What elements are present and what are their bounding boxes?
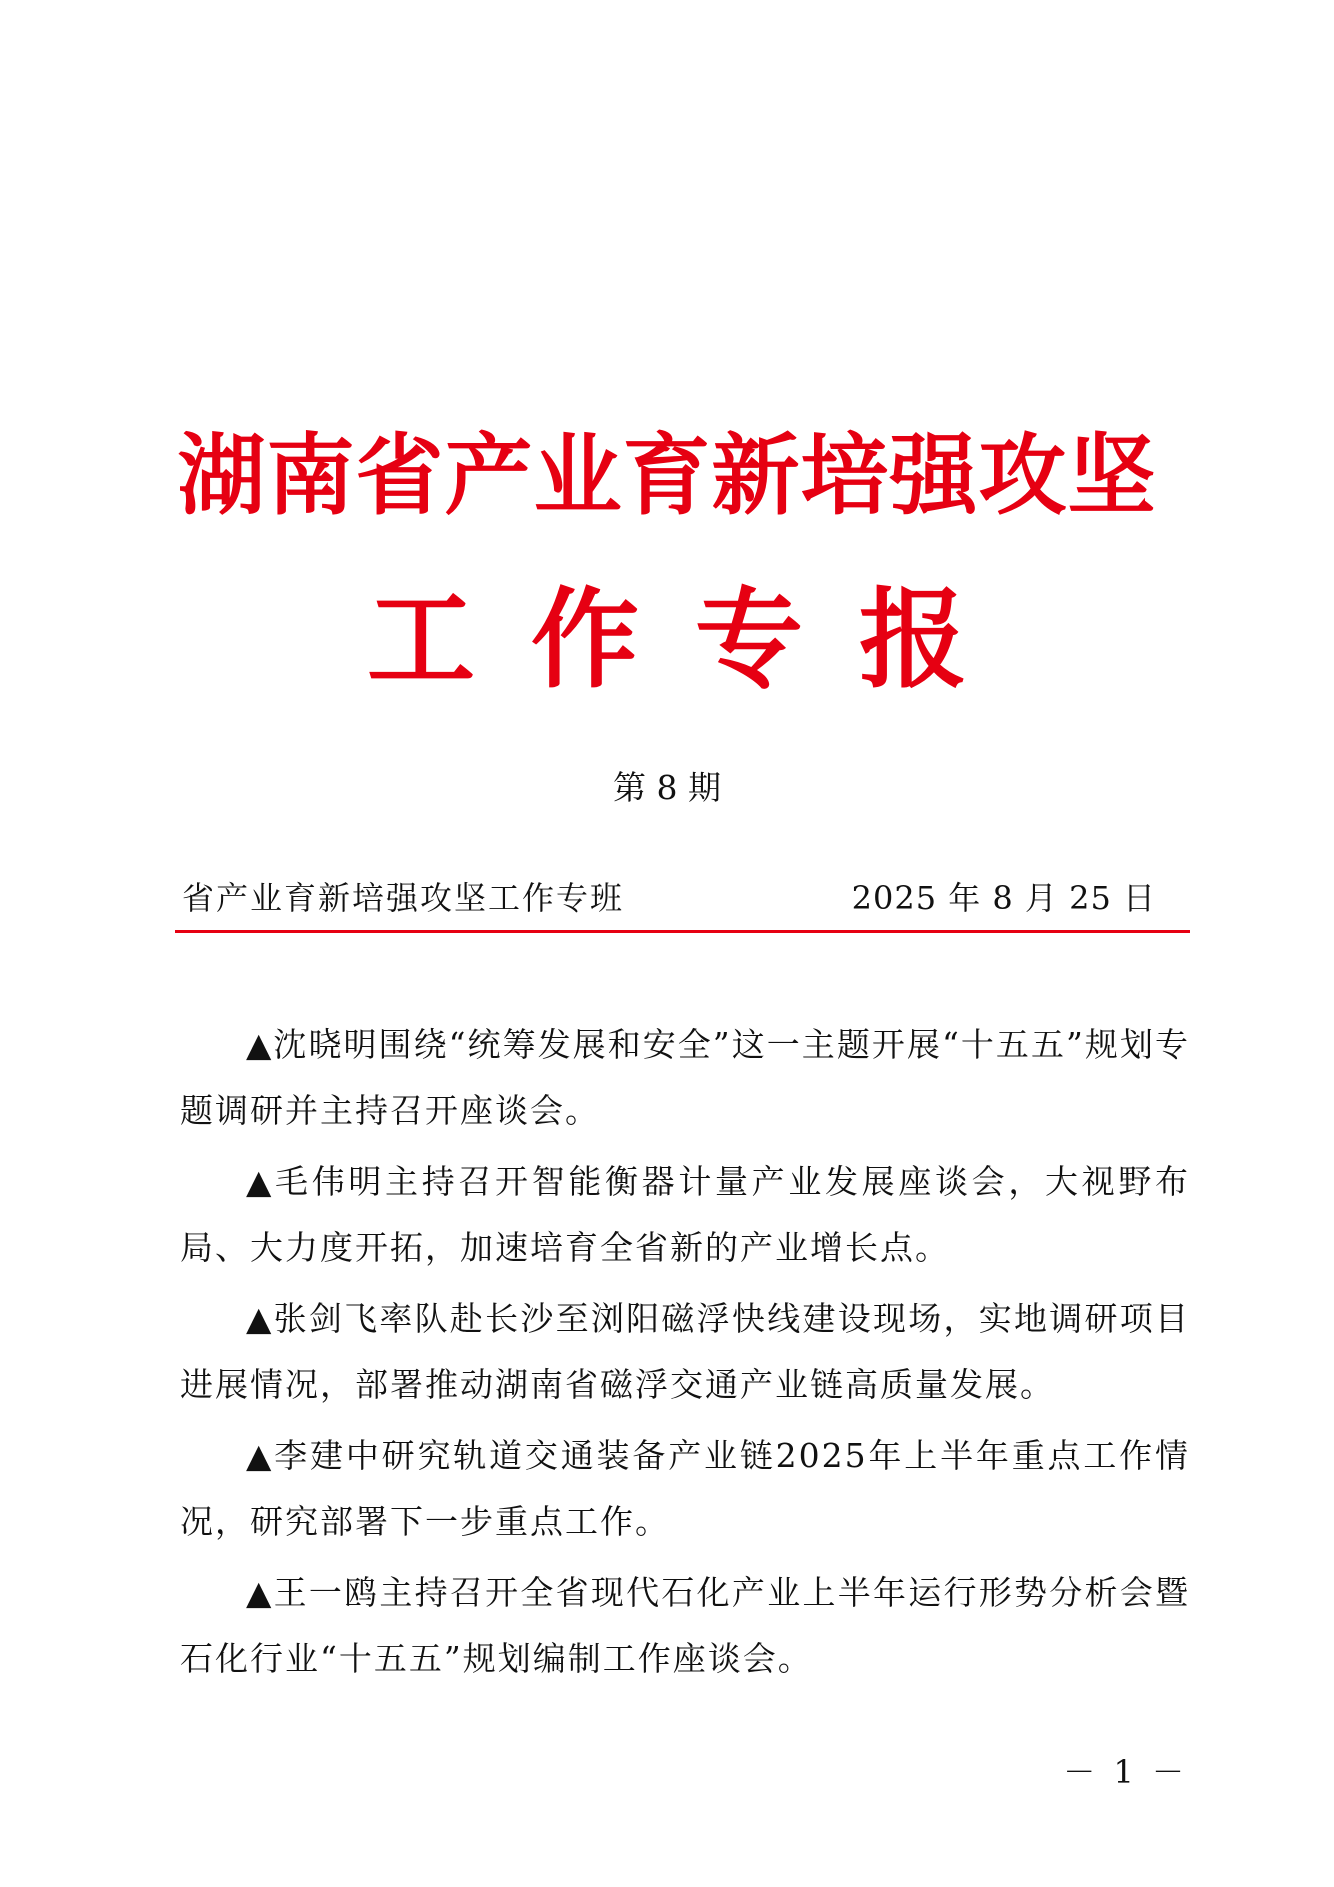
red-divider (175, 930, 1190, 933)
issue-number: 第 8 期 (613, 768, 721, 807)
news-list (180, 1012, 1190, 1697)
issuer-line (182, 878, 1156, 920)
masthead-title: 湖南省产业育新培强攻坚 (177, 423, 1157, 527)
news-item: ▲张剑飞率队赴长沙至浏阳磁浮快线建设现场，实地调研项目进展情况，部署推动湖南省磁浮交通产业链高质量发展。 (180, 1299, 1190, 1404)
issue-date: 2025 年 8 月 25 日 (851, 879, 1156, 917)
page-number: － 1 － (1063, 1753, 1188, 1791)
news-item: ▲王一鸥主持召开全省现代石化产业上半年运行形势分析会暨石化行业“十五五”规划编制工作座谈会。 (180, 1573, 1190, 1678)
news-item: ▲沈晓明围绕“统筹发展和安全”这一主题开展“十五五”规划专题调研并主持召开座谈会。 (180, 1025, 1190, 1130)
issuer-name: 省产业育新培强攻坚工作专班 (182, 879, 625, 917)
news-item: ▲李建中研究轨道交通装备产业链2025年上半年重点工作情况，研究部署下一步重点工作。 (180, 1436, 1190, 1541)
masthead-subtitle: 工作专报 (366, 577, 1023, 703)
news-item: ▲毛伟明主持召开智能衡器计量产业发展座谈会，大视野布局、大力度开拓，加速培育全省新的产业增长点。 (180, 1162, 1190, 1267)
